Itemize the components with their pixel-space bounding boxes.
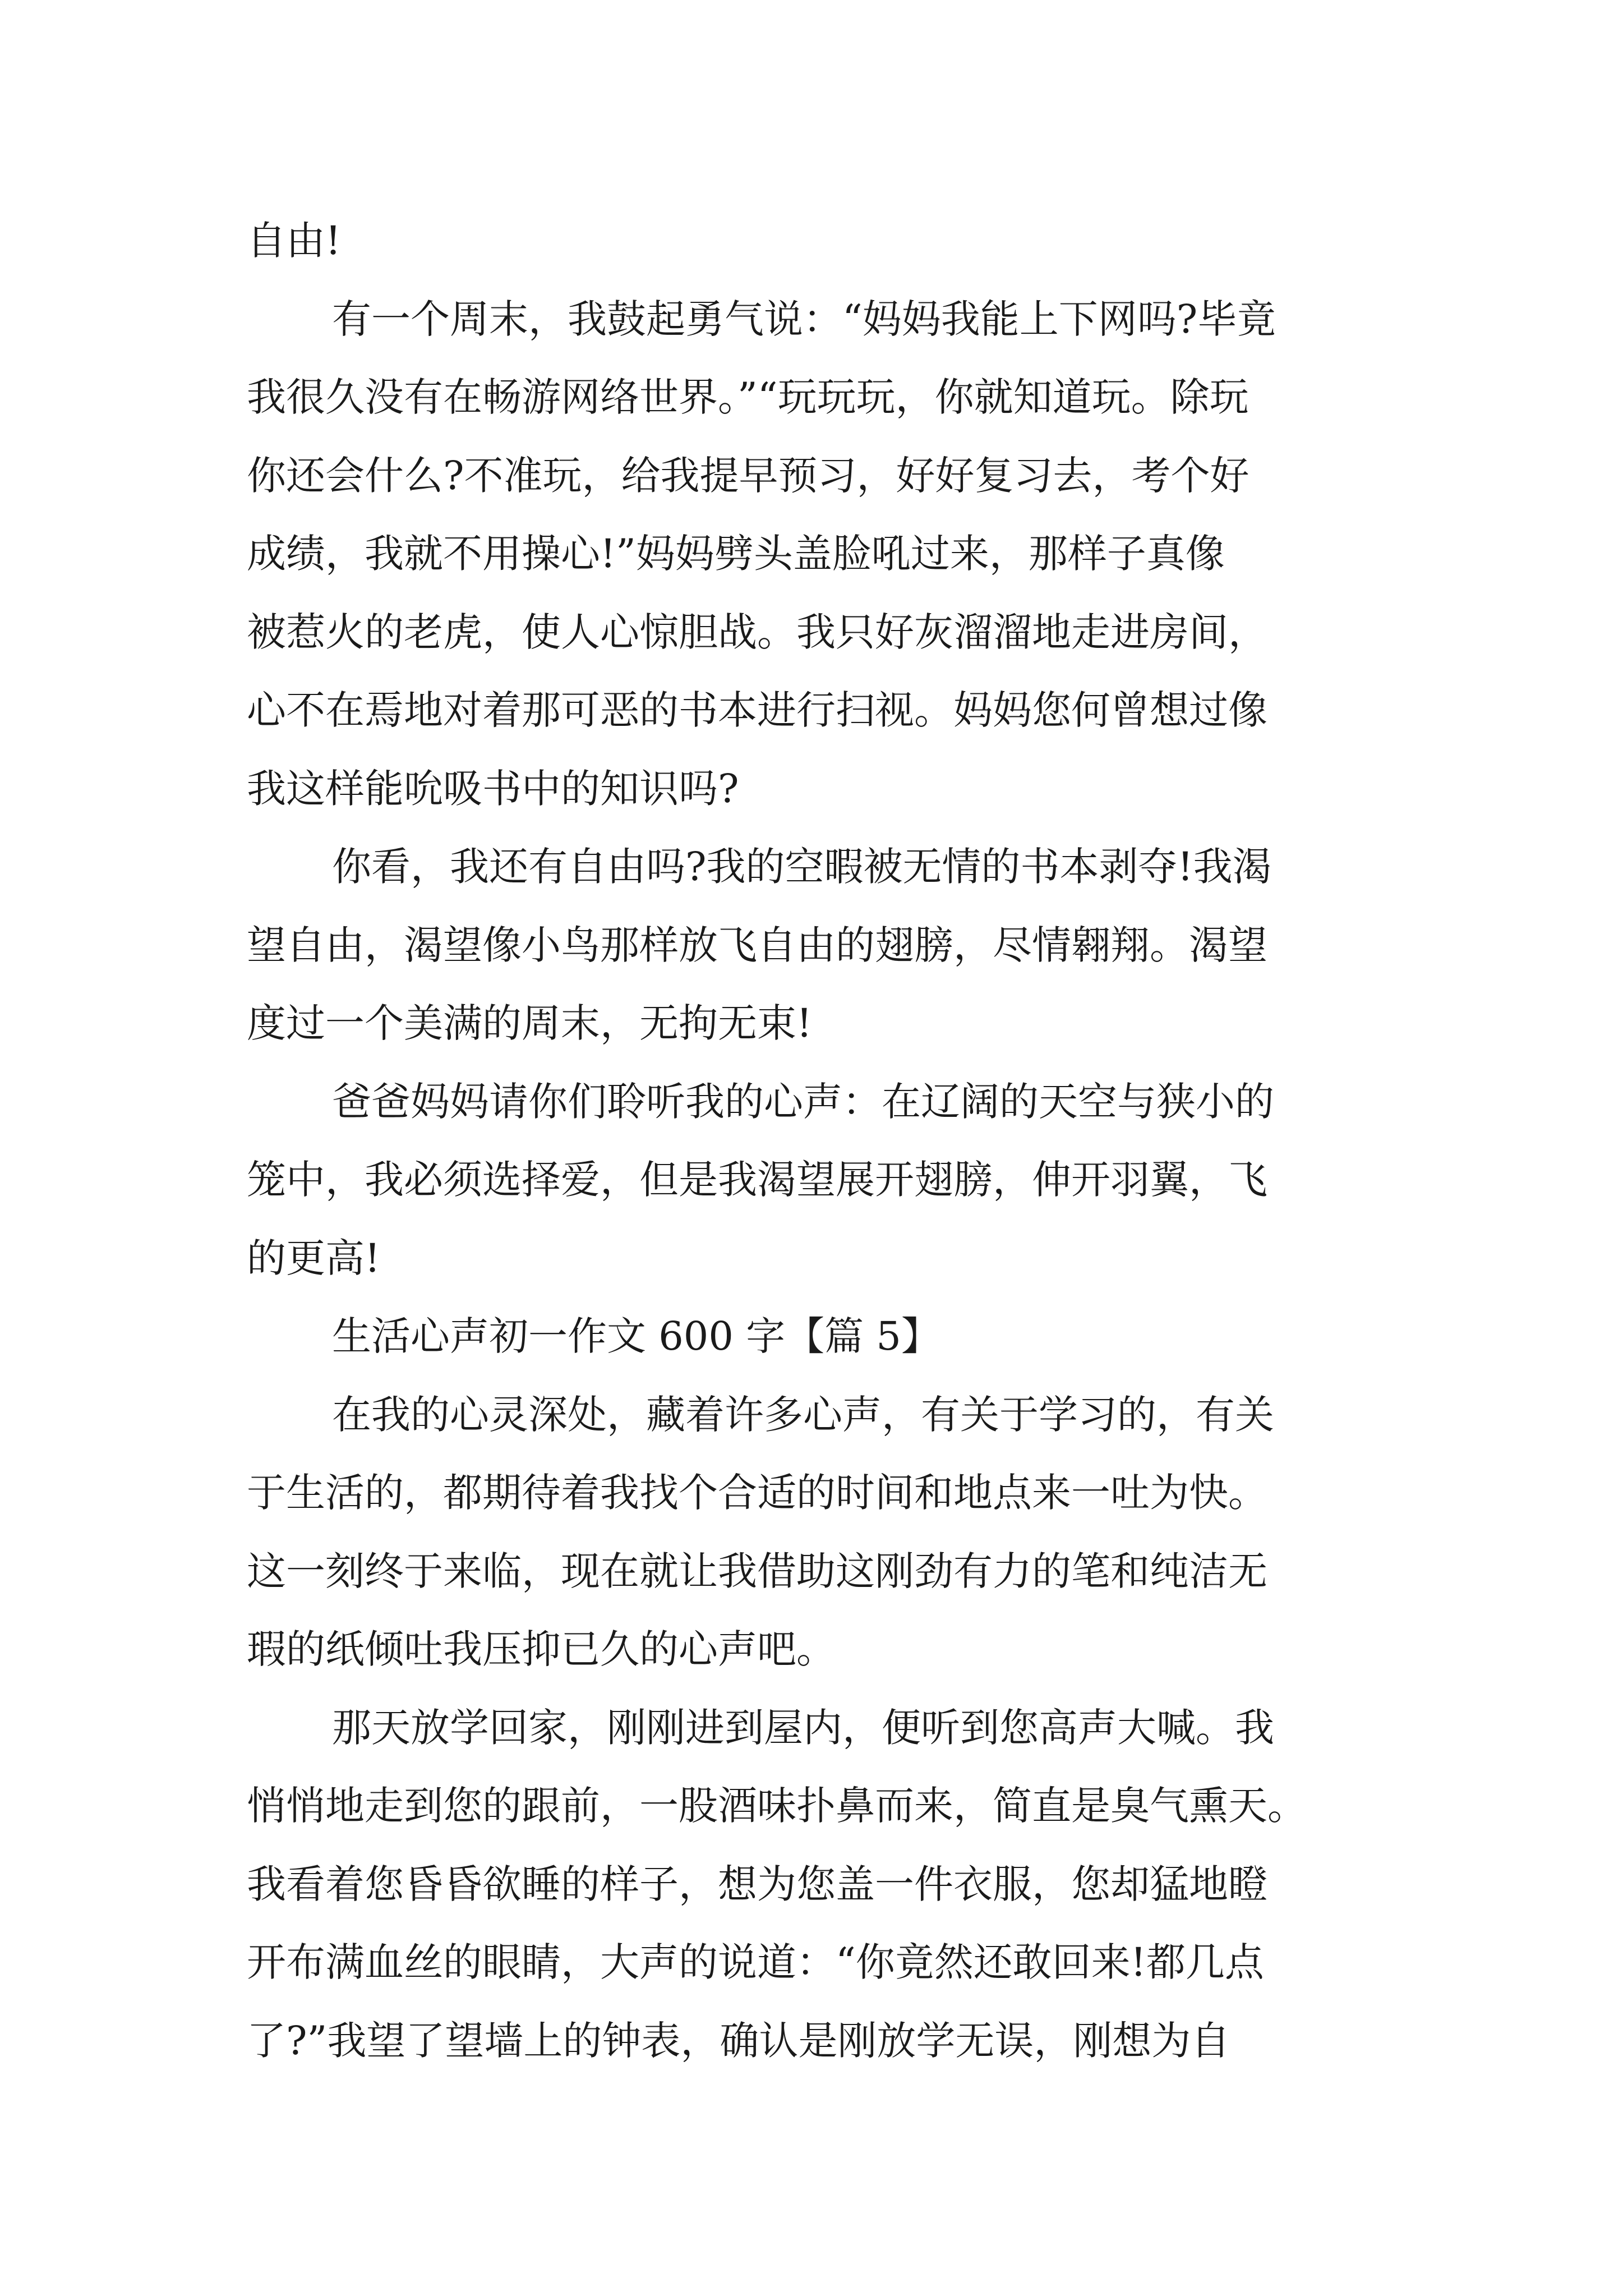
text-line: 悄悄地走到您的跟前，一股酒味扑鼻而来，简直是臭气熏天。 <box>247 1783 1307 1829</box>
text-line: 开布满血丝的眼睛，大声的说道：“你竟然还敢回来!都几点 <box>247 1939 1264 1985</box>
text-line: 度过一个美满的周末，无拘无束! <box>247 1000 813 1046</box>
text-line: 的更高! <box>247 1235 381 1281</box>
document-body <box>247 202 1402 2080</box>
text-line: 了?”我望了望墙上的钟表，确认是刚放学无误，刚想为自 <box>247 2017 1230 2064</box>
section-heading: 生活心声初一作文 600 字【篇 5】 <box>332 1313 940 1359</box>
text-line: 你还会什么?不准玩，给我提早预习，好好复习去，考个好 <box>247 452 1249 499</box>
text-line: 我看着您昏昏欲睡的样子，想为您盖一件衣服，您却猛地瞪 <box>247 1861 1267 1907</box>
text-line: 于生活的，都期待着我找个合适的时间和地点来一吐为快。 <box>247 1470 1267 1516</box>
text-line: 自由! <box>247 218 342 264</box>
text-line: 望自由，渴望像小鸟那样放飞自由的翅膀，尽情翱翔。渴望 <box>247 922 1267 968</box>
text-line: 心不在焉地对着那可恶的书本进行扫视。妈妈您何曾想过像 <box>247 687 1267 733</box>
paragraph-start-line: 有一个周末，我鼓起勇气说：“妈妈我能上下网吗?毕竟 <box>332 296 1276 342</box>
text-line: 笼中，我必须选择爱，但是我渴望展开翅膀，伸开羽翼，飞 <box>247 1157 1267 1203</box>
text-line: 瑕的纸倾吐我压抑已久的心声吧。 <box>247 1626 836 1672</box>
text-line: 这一刻终于来临，现在就让我借助这刚劲有力的笔和纯洁无 <box>247 1548 1267 1594</box>
paragraph-start-line: 爸爸妈妈请你们聆听我的心声：在辽阔的天空与狭小的 <box>332 1078 1274 1125</box>
text-line: 我很久没有在畅游网络世界。”“玩玩玩，你就知道玩。除玩 <box>247 374 1249 420</box>
paragraph-start-line: 那天放学回家，刚刚进到屋内，便听到您高声大喊。我 <box>332 1704 1274 1751</box>
text-line: 被惹火的老虎，使人心惊胆战。我只好灰溜溜地走进房间， <box>247 609 1267 655</box>
paragraph-start-line: 在我的心灵深处，藏着许多心声，有关于学习的，有关 <box>332 1391 1274 1438</box>
paragraph-start-line: 你看，我还有自由吗?我的空暇被无情的书本剥夺!我渴 <box>332 844 1272 890</box>
text-line: 我这样能吮吸书中的知识吗? <box>247 765 739 812</box>
text-line: 成绩，我就不用操心!”妈妈劈头盖脸吼过来，那样子真像 <box>247 531 1225 577</box>
